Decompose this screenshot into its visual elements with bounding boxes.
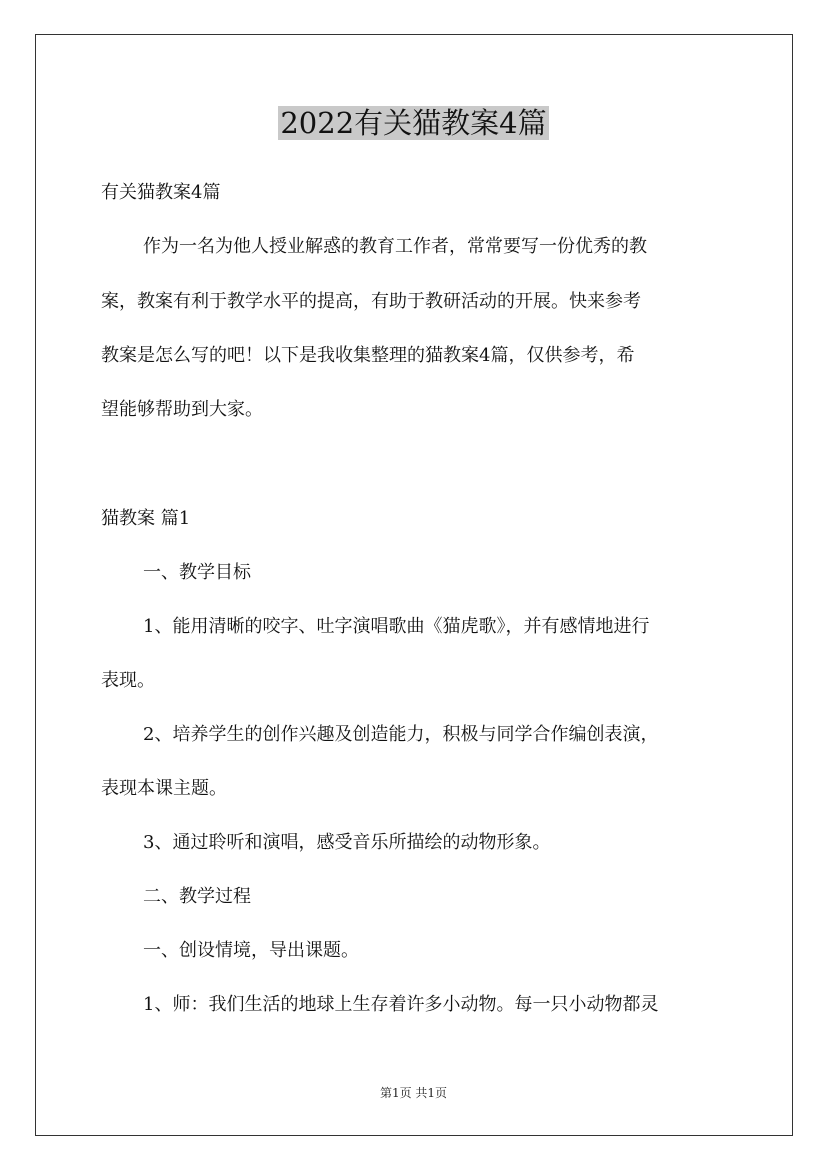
page-number-footer: 第1页 共1页 xyxy=(379,1086,448,1100)
body-line-2: 1、能用清晰的咬字、吐字演唱歌曲《猫虎歌》，并有感情地进行 xyxy=(143,616,650,637)
body-line-7: 二、教学过程 xyxy=(143,886,251,907)
intro-line-2: 案，教案有利于教学水平的提高，有助于教研活动的开展。快来参考 xyxy=(101,291,641,312)
body-line-6: 3、通过聆听和演唱，感受音乐所描绘的动物形象。 xyxy=(143,832,551,853)
body-line-8: 一、创设情境，导出课题。 xyxy=(143,940,359,961)
document-subtitle: 有关猫教案4篇 xyxy=(101,182,221,203)
section-heading: 猫教案 篇1 xyxy=(101,508,191,529)
body-line-4: 2、培养学生的创作兴趣及创造能力，积极与同学合作编创表演， xyxy=(143,724,659,745)
intro-line-4: 望能够帮助到大家。 xyxy=(101,399,263,420)
intro-line-3: 教案是怎么写的吧！以下是我收集整理的猫教案4篇，仅供参考，希 xyxy=(101,345,635,366)
body-line-3: 表现。 xyxy=(101,670,155,691)
body-line-9: 1、师：我们生活的地球上生存着许多小动物。每一只小动物都灵 xyxy=(143,994,659,1015)
document-title-text: 2022有关猫教案4篇 xyxy=(280,106,547,140)
body-line-5: 表现本课主题。 xyxy=(101,778,227,799)
body-line-1: 一、教学目标 xyxy=(143,562,251,583)
document-title xyxy=(0,103,827,143)
intro-line-1: 作为一名为他人授业解惑的教育工作者，常常要写一份优秀的教 xyxy=(143,236,647,257)
